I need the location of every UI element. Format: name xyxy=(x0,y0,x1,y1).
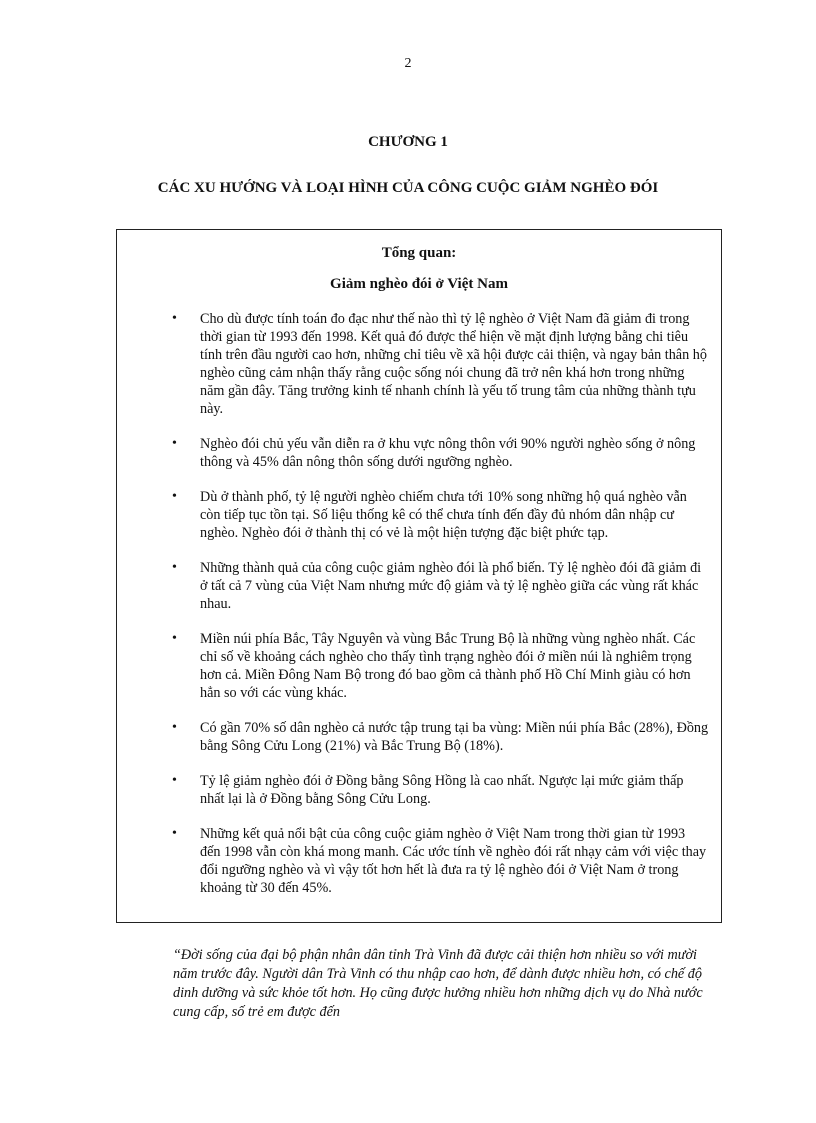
chapter-title: CÁC XU HƯỚNG VÀ LOẠI HÌNH CỦA CÔNG CUỘC GIẢM NGHÈO ĐÓI xyxy=(157,180,659,196)
bullet-text: Nghèo đói chủ yếu vẫn diễn ra ở khu vực nông thôn với 90% người nghèo sống ở nông thông và 45% dân nông thôn sống dưới ngưỡng nghèo. xyxy=(200,436,696,470)
page-number: 2 xyxy=(404,56,412,71)
bullet-item xyxy=(117,630,721,702)
bullet-item xyxy=(117,772,721,808)
overview-bullet-list xyxy=(117,310,721,914)
bullet-icon: • xyxy=(172,311,177,326)
bullet-icon: • xyxy=(172,826,177,841)
bullet-item xyxy=(117,310,721,418)
bullet-text: Những thành quả của công cuộc giảm nghèo đói là phổ biến. Tỷ lệ nghèo đói đã giảm đi ở tất cả 7 vùng của Việt Nam nhưng mức độ giảm và tỷ lệ nghèo giữa các vùng rất khác nhau. xyxy=(200,560,702,612)
overview-subheading: Giảm nghèo đói ở Việt Nam xyxy=(330,276,508,292)
bullet-icon: • xyxy=(172,436,177,451)
bullet-item xyxy=(117,825,721,897)
bullet-item xyxy=(117,559,721,613)
bullet-text: Miền núi phía Bắc, Tây Nguyên và vùng Bắc Trung Bộ là những vùng nghèo nhất. Các chỉ số về khoảng cách nghèo cho thấy tình trạng nghèo đói ở miền núi là nghiêm trọng hơn cả. Miền Đông Nam Bộ trong đó bao gồm cả thành phố Hồ Chí Minh giàu có hơn hẳn so với các vùng khác. xyxy=(200,631,696,701)
chapter-label: CHƯƠNG 1 xyxy=(368,134,448,150)
bullet-icon: • xyxy=(172,773,177,788)
bullet-text: Có gần 70% số dân nghèo cả nước tập trung tại ba vùng: Miền núi phía Bắc (28%), Đồng bằng Sông Cửu Long (21%) và Bắc Trung Bộ (18%). xyxy=(200,720,709,754)
bullet-icon: • xyxy=(172,560,177,575)
bullet-item xyxy=(117,719,721,755)
bullet-icon: • xyxy=(172,720,177,735)
bullet-item xyxy=(117,435,721,471)
bullet-item xyxy=(117,488,721,542)
overview-heading: Tổng quan: xyxy=(381,245,457,261)
overview-box xyxy=(116,229,722,923)
bullet-text: Tỷ lệ giảm nghèo đói ở Đồng bằng Sông Hồng là cao nhất. Ngược lại mức giảm thấp nhất lại là ở Đồng bằng Sông Cửu Long. xyxy=(200,773,684,807)
bullet-text: Dù ở thành phố, tỷ lệ người nghèo chiếm chưa tới 10% song những hộ quá nghèo vẫn còn tiếp tục tồn tại. Số liệu thống kê có thể chưa tính đến đầy đủ nhóm dân nhập cư nghèo. Nghèo đói ở thành thị có vẻ là một hiện tượng đặc biệt phức tạp. xyxy=(200,489,687,541)
quote-paragraph: “Đời sống của đại bộ phận nhân dân tỉnh Trà Vinh đã được cải thiện hơn nhiều so với mười năm trước đây. Người dân Trà Vinh có thu nhập cao hơn, để dành được nhiều hơn, có chế độ dinh dưỡng và sức khỏe tốt hơn. Họ cũng được hưởng nhiều hơn những dịch vụ do Nhà nước cung cấp, số trẻ em được đến xyxy=(173,947,703,1020)
bullet-icon: • xyxy=(172,489,177,504)
bullet-text: Những kết quả nổi bật của công cuộc giảm nghèo ở Việt Nam trong thời gian từ 1993 đến 1998 vẫn còn khá mong manh. Các ước tính về nghèo đói rất nhạy cảm với việc thay đổi ngưỡng nghèo và vì vậy tốt hơn hết là đưa ra tỷ lệ nghèo đói ở Việt Nam ở trong khoảng từ 30 đến 45%. xyxy=(200,826,707,896)
bullet-text: Cho dù được tính toán đo đạc như thế nào thì tỷ lệ nghèo ở Việt Nam đã giảm đi trong thời gian từ 1993 đến 1998. Kết quả đó được thể hiện về mặt định lượng bằng chi tiêu tính trên đầu người cao hơn, những chỉ tiêu về xã hội được cải thiện, và ngay bản thân hộ nghèo cũng cảm nhận thấy rằng cuộc sống nói chung đã trở nên khá hơn trong những năm gần đây. Tăng trưởng kinh tế nhanh chính là yếu tố trung tâm của những thành tựu này. xyxy=(200,311,707,417)
bullet-icon: • xyxy=(172,631,177,646)
